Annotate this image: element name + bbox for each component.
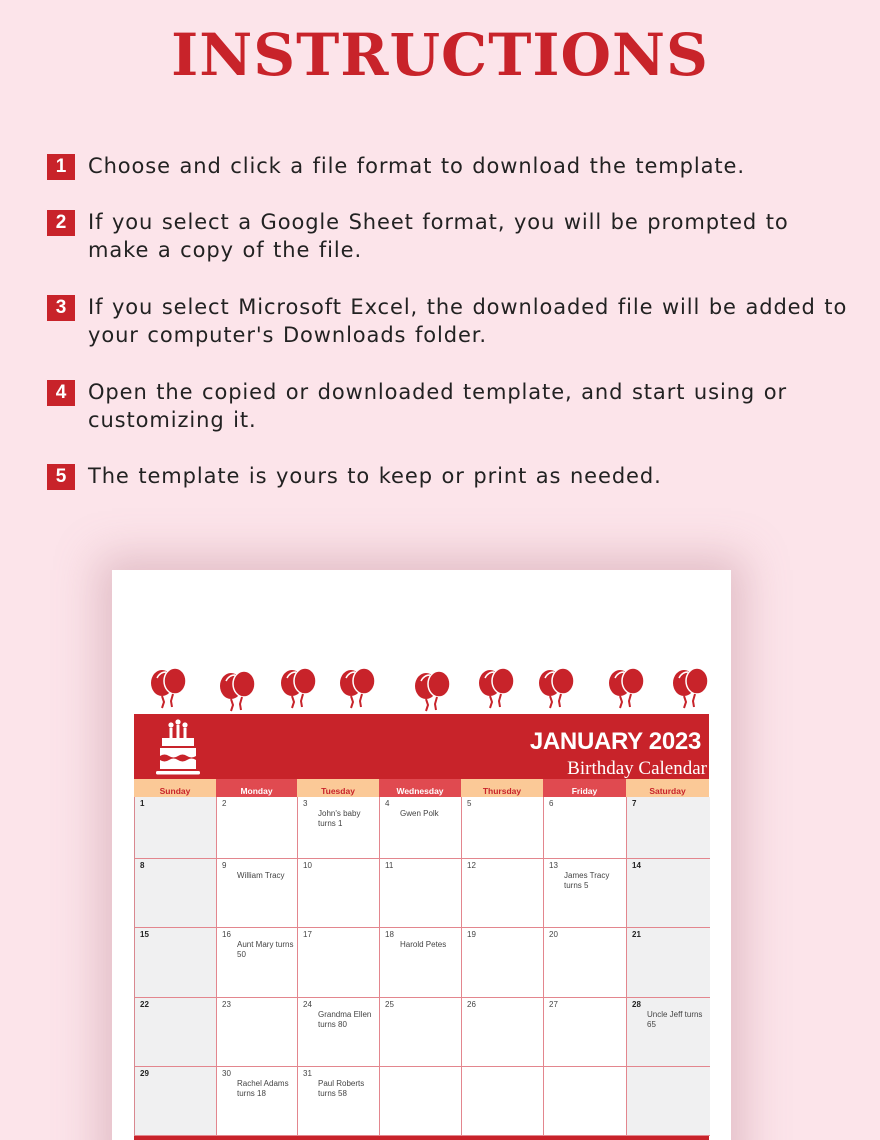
day-cell bbox=[380, 928, 462, 998]
instruction-step bbox=[47, 293, 848, 349]
day-cell bbox=[217, 797, 298, 859]
day-cell bbox=[544, 859, 627, 928]
day-number: 31 bbox=[303, 1069, 312, 1078]
step-text: The template is yours to keep or print as needed. bbox=[88, 464, 662, 488]
day-number: 8 bbox=[140, 861, 145, 870]
day-cell bbox=[627, 797, 710, 859]
day-number: 11 bbox=[385, 861, 394, 870]
page-title: INSTRUCTIONS bbox=[171, 21, 709, 89]
day-number: 5 bbox=[467, 799, 472, 808]
balloons-icon bbox=[536, 665, 578, 713]
instruction-step bbox=[47, 462, 848, 490]
birthday-event: Gwen Polk bbox=[400, 809, 439, 818]
day-cell bbox=[380, 1067, 462, 1136]
day-number: 24 bbox=[303, 1000, 312, 1009]
day-cell bbox=[380, 797, 462, 859]
balloons-icon bbox=[670, 665, 712, 713]
day-cell bbox=[544, 928, 627, 998]
day-cell bbox=[298, 928, 380, 998]
step-number-badge: 1 bbox=[47, 154, 75, 180]
step-text: Choose and click a file format to download the template. bbox=[88, 154, 745, 178]
day-number: 10 bbox=[303, 861, 312, 870]
weekday-sunday: Sunday bbox=[134, 779, 216, 797]
day-cell bbox=[135, 928, 217, 998]
balloons-icon bbox=[278, 665, 320, 713]
birthday-event: William Tracy bbox=[237, 871, 285, 880]
day-number: 13 bbox=[549, 861, 558, 870]
birthday-event: John's baby turns 1 bbox=[318, 809, 361, 828]
day-cell bbox=[627, 998, 710, 1067]
calendar-subtitle: Birthday Calendar bbox=[567, 758, 707, 779]
month-title: JANUARY 2023 bbox=[529, 728, 701, 755]
day-cell bbox=[135, 859, 217, 928]
step-text: Open the copied or downloaded template, and start using or customizing it. bbox=[88, 380, 788, 432]
day-cell bbox=[217, 859, 298, 928]
day-number: 23 bbox=[222, 1000, 231, 1009]
day-number: 27 bbox=[549, 1000, 558, 1009]
weekday-tuesday: Tuesday bbox=[297, 779, 379, 797]
weekday-saturday: Saturday bbox=[626, 779, 709, 797]
birthday-event: James Tracy turns 5 bbox=[564, 871, 610, 890]
day-number: 16 bbox=[222, 930, 231, 939]
day-cell bbox=[298, 998, 380, 1067]
day-cell bbox=[135, 797, 217, 859]
day-cell bbox=[544, 797, 627, 859]
day-number: 18 bbox=[385, 930, 394, 939]
balloons-icon bbox=[148, 665, 190, 713]
day-cell bbox=[217, 928, 298, 998]
calendar-grid bbox=[134, 797, 709, 1136]
balloons-icon bbox=[217, 668, 259, 716]
day-number: 3 bbox=[303, 799, 308, 808]
balloons-icon bbox=[412, 668, 454, 716]
weekday-thursday: Thursday bbox=[461, 779, 543, 797]
birthday-cake-icon bbox=[154, 718, 202, 776]
birthday-event: Paul Roberts turns 58 bbox=[318, 1079, 365, 1098]
day-cell bbox=[462, 859, 544, 928]
day-number: 19 bbox=[467, 930, 476, 939]
day-number: 25 bbox=[385, 1000, 394, 1009]
weekday-monday: Monday bbox=[216, 779, 297, 797]
day-cell bbox=[627, 928, 710, 998]
day-cell bbox=[298, 797, 380, 859]
day-number: 1 bbox=[140, 799, 145, 808]
calendar-header bbox=[134, 714, 709, 779]
balloons-icon bbox=[337, 665, 379, 713]
step-number-badge: 4 bbox=[47, 380, 75, 406]
balloons-icon bbox=[606, 665, 648, 713]
calendar-footer-bar bbox=[134, 1136, 709, 1140]
instruction-step bbox=[47, 208, 848, 264]
day-cell bbox=[217, 998, 298, 1067]
instruction-step bbox=[47, 152, 848, 180]
step-number-badge: 5 bbox=[47, 464, 75, 490]
day-number: 14 bbox=[632, 861, 641, 870]
day-cell bbox=[217, 1067, 298, 1136]
day-cell bbox=[380, 998, 462, 1067]
weekday-friday: Friday bbox=[543, 779, 626, 797]
birthday-event: Aunt Mary turns 50 bbox=[237, 940, 294, 959]
day-number: 17 bbox=[303, 930, 312, 939]
day-number: 26 bbox=[467, 1000, 476, 1009]
day-cell bbox=[135, 998, 217, 1067]
step-number-badge: 3 bbox=[47, 295, 75, 321]
day-cell bbox=[627, 1067, 710, 1136]
birthday-event: Rachel Adams turns 18 bbox=[237, 1079, 289, 1098]
day-number: 2 bbox=[222, 799, 227, 808]
step-number-badge: 2 bbox=[47, 210, 75, 236]
day-number: 20 bbox=[549, 930, 558, 939]
day-cell bbox=[544, 998, 627, 1067]
birthday-event: Harold Petes bbox=[400, 940, 447, 949]
day-number: 28 bbox=[632, 1000, 641, 1009]
day-number: 4 bbox=[385, 799, 390, 808]
birthday-event: Grandma Ellen turns 80 bbox=[318, 1010, 372, 1029]
day-cell bbox=[135, 1067, 217, 1136]
instruction-step bbox=[47, 378, 848, 434]
day-cell bbox=[380, 859, 462, 928]
day-cell bbox=[298, 1067, 380, 1136]
day-cell bbox=[298, 859, 380, 928]
weekday-header-row bbox=[134, 779, 709, 797]
day-cell bbox=[462, 998, 544, 1067]
day-number: 7 bbox=[632, 799, 637, 808]
day-cell bbox=[462, 1067, 544, 1136]
day-number: 12 bbox=[467, 861, 476, 870]
day-cell bbox=[627, 859, 710, 928]
day-cell bbox=[462, 797, 544, 859]
day-number: 6 bbox=[549, 799, 554, 808]
day-number: 9 bbox=[222, 861, 227, 870]
day-cell bbox=[462, 928, 544, 998]
day-number: 30 bbox=[222, 1069, 231, 1078]
birthday-event: Uncle Jeff turns 65 bbox=[647, 1010, 703, 1029]
step-text: If you select a Google Sheet format, you will be prompted to make a copy of the file. bbox=[88, 210, 789, 262]
day-number: 15 bbox=[140, 930, 149, 939]
step-text: If you select Microsoft Excel, the downloaded file will be added to your computer's Downloads folder. bbox=[88, 295, 848, 347]
weekday-wednesday: Wednesday bbox=[379, 779, 461, 797]
day-number: 29 bbox=[140, 1069, 149, 1078]
day-number: 21 bbox=[632, 930, 641, 939]
day-cell bbox=[544, 1067, 627, 1136]
balloons-icon bbox=[476, 665, 518, 713]
day-number: 22 bbox=[140, 1000, 149, 1009]
